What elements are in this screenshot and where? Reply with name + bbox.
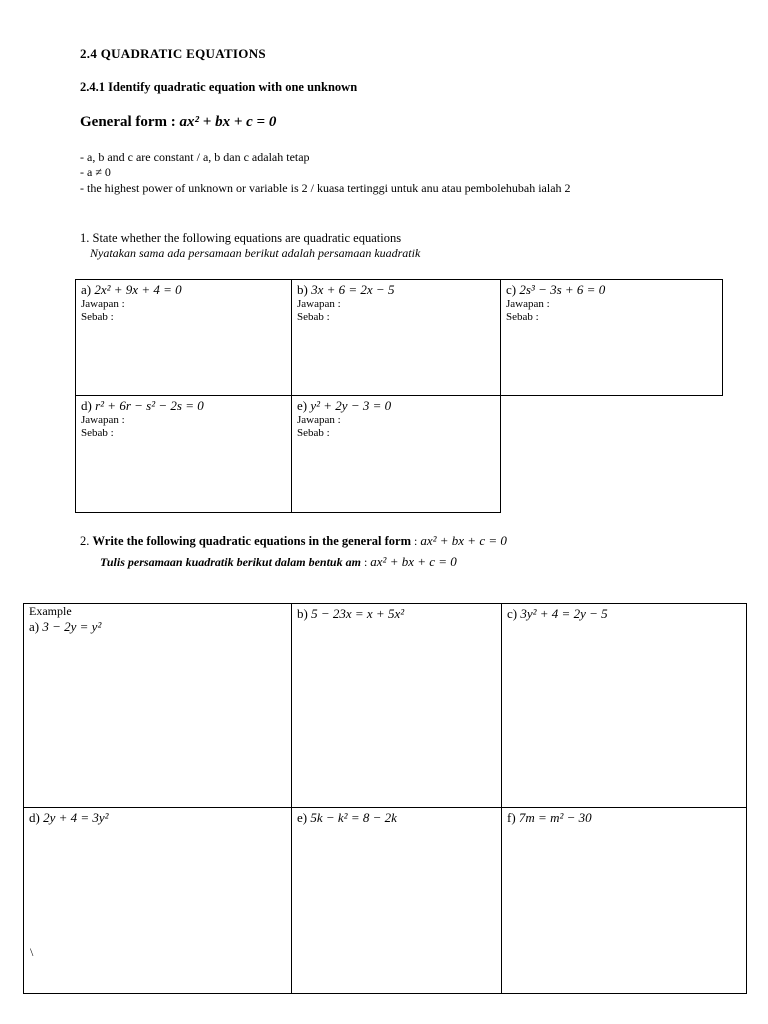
q1-cell-d [76, 396, 292, 513]
q2-c-label: c) [507, 606, 521, 621]
q2-f-equation: 7m = m² − 30 [518, 810, 592, 825]
section-title: 2.4 QUADRATIC EQUATIONS [80, 46, 266, 61]
q1-a-label: a) [81, 282, 95, 297]
q1-c-reason-label: Sebab : [506, 311, 539, 323]
note-highest-power: - the highest power of unknown or variable is 2 / kuasa tertinggi untuk anu atau pembolehubah ialah 2 [80, 181, 571, 195]
q1-cell-b [292, 280, 501, 396]
q2-a-equation: 3 − 2y = y² [42, 619, 102, 634]
q1-e-answer-label: Jawapan : [297, 414, 341, 426]
q1-e-reason-label: Sebab : [297, 427, 330, 439]
question2-instruction-line [80, 532, 507, 550]
q2-cell-f [502, 808, 747, 994]
q1-b-equation: 3x + 6 = 2x − 5 [311, 282, 395, 297]
q1-cell-e [292, 396, 501, 513]
q1-a-answer-label: Jawapan : [81, 298, 125, 310]
q1-cell-empty [501, 396, 723, 513]
q1-d-reason-label: Sebab : [81, 427, 114, 439]
q2-d-equation: 2y + 4 = 3y² [43, 810, 109, 825]
q1-e-equation: y² + 2y − 3 = 0 [310, 398, 392, 413]
question2-instruction-malay-line [100, 553, 457, 571]
question1-instruction-malay: Nyatakan sama ada persamaan berikut adalah persamaan kuadratik [90, 246, 421, 260]
q2-b-label: b) [297, 606, 312, 621]
q2-cell-a [24, 604, 292, 808]
q1-b-reason-label: Sebab : [297, 311, 330, 323]
q2-example-label: Example [29, 604, 72, 618]
question2-instruction-malay: Tulis persamaan kuadratik berikut dalam bentuk am [100, 555, 361, 569]
q1-d-equation: r² + 6r − s² − 2s = 0 [95, 398, 204, 413]
q2-e-label: e) [297, 810, 311, 825]
general-form-label: General form : [80, 114, 180, 130]
q2-b-equation: 5 − 23x = x + 5x² [311, 606, 405, 621]
q1-cell-a [76, 280, 292, 396]
q1-b-label: b) [297, 282, 312, 297]
note-a-nonzero: - a ≠ 0 [80, 165, 111, 179]
q1-a-reason-label: Sebab : [81, 311, 114, 323]
question2-number: 2. [80, 534, 93, 548]
q2-e-equation: 5k − k² = 8 − 2k [310, 810, 397, 825]
question2-general-form-malay: ax² + bx + c = 0 [370, 554, 457, 569]
question2-instruction: Write the following quadratic equations in the general form [92, 534, 411, 548]
q1-cell-c [501, 280, 723, 396]
question2-general-form: ax² + bx + c = 0 [420, 533, 507, 548]
q1-c-answer-label: Jawapan : [506, 298, 550, 310]
q2-cell-d [24, 808, 292, 994]
general-form [80, 113, 276, 131]
q2-f-label: f) [507, 810, 519, 825]
q2-cell-e [292, 808, 502, 994]
q1-a-equation: 2x² + 9x + 4 = 0 [94, 282, 182, 297]
q1-b-answer-label: Jawapan : [297, 298, 341, 310]
q2-cell-c [502, 604, 747, 808]
q1-c-equation: 2s³ − 3s + 6 = 0 [519, 282, 606, 297]
question1-instruction: 1. State whether the following equations are quadratic equations [80, 231, 402, 245]
note-constants: - a, b and c are constant / a, b dan c adalah tetap [80, 150, 310, 164]
question1-table [75, 279, 723, 513]
q2-a-label: a) [29, 619, 43, 634]
q1-e-label: e) [297, 398, 311, 413]
subsection-title: 2.4.1 Identify quadratic equation with one unknown [80, 80, 358, 94]
general-form-equation: ax² + bx + c = 0 [179, 114, 277, 130]
question2-colon: : [411, 534, 421, 548]
q1-d-label: d) [81, 398, 96, 413]
q1-c-label: c) [506, 282, 520, 297]
q2-d-label: d) [29, 810, 44, 825]
q2-cell-b [292, 604, 502, 808]
question2-table [23, 603, 747, 994]
stray-backslash-mark: \ [30, 945, 34, 959]
question2-colon-malay: : [360, 555, 371, 569]
q1-d-answer-label: Jawapan : [81, 414, 125, 426]
q2-c-equation: 3y² + 4 = 2y − 5 [520, 606, 608, 621]
